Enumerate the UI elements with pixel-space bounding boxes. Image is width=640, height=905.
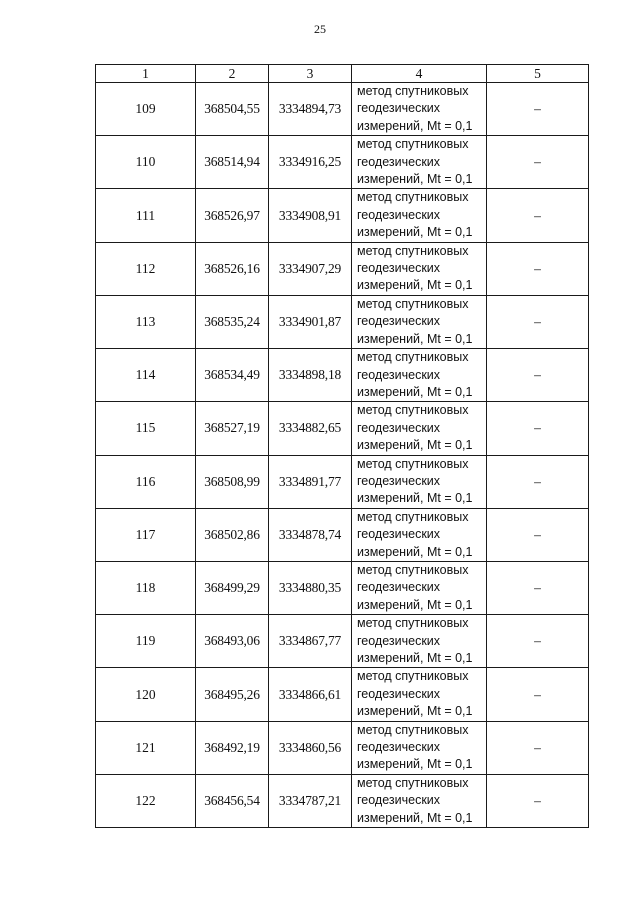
x-coordinate-cell: 368514,94 [196,136,269,189]
y-coordinate-cell: 3334860,56 [269,721,352,774]
table-row [96,83,589,136]
method-cell: метод спутниковых геодезических измерений, Mt = 0,1 [352,774,487,827]
y-coordinate-cell: 3334866,61 [269,668,352,721]
column-header-1: 1 [96,65,196,83]
note-cell: – [487,295,589,348]
note-cell: – [487,721,589,774]
page-number: 25 [314,22,326,36]
table-row [96,242,589,295]
x-coordinate-cell: 368527,19 [196,402,269,455]
point-number-cell: 113 [96,295,196,348]
point-number-cell: 117 [96,508,196,561]
method-cell: метод спутниковых геодезических измерений, Mt = 0,1 [352,508,487,561]
point-number-cell: 111 [96,189,196,242]
method-cell: метод спутниковых геодезических измерений, Mt = 0,1 [352,189,487,242]
x-coordinate-cell: 368535,24 [196,295,269,348]
point-number-cell: 120 [96,668,196,721]
table-row [96,668,589,721]
point-number-cell: 112 [96,242,196,295]
x-coordinate-cell: 368504,55 [196,83,269,136]
note-cell: – [487,242,589,295]
y-coordinate-cell: 3334878,74 [269,508,352,561]
point-number-cell: 119 [96,615,196,668]
table-row [96,349,589,402]
point-number-cell: 114 [96,349,196,402]
x-coordinate-cell: 368456,54 [196,774,269,827]
table-row [96,295,589,348]
table-row [96,455,589,508]
point-number-cell: 110 [96,136,196,189]
method-cell: метод спутниковых геодезических измерений, Mt = 0,1 [352,349,487,402]
x-coordinate-cell: 368534,49 [196,349,269,402]
method-cell: метод спутниковых геодезических измерений, Mt = 0,1 [352,242,487,295]
y-coordinate-cell: 3334907,29 [269,242,352,295]
point-number-cell: 109 [96,83,196,136]
table-row [96,508,589,561]
table-row [96,402,589,455]
note-cell: – [487,774,589,827]
y-coordinate-cell: 3334908,91 [269,189,352,242]
x-coordinate-cell: 368502,86 [196,508,269,561]
column-header-2: 2 [196,65,269,83]
point-number-cell: 115 [96,402,196,455]
method-cell: метод спутниковых геодезических измерений, Mt = 0,1 [352,136,487,189]
column-header-5: 5 [487,65,589,83]
note-cell: – [487,83,589,136]
column-header-4: 4 [352,65,487,83]
y-coordinate-cell: 3334787,21 [269,774,352,827]
column-header-3: 3 [269,65,352,83]
method-cell: метод спутниковых геодезических измерений, Mt = 0,1 [352,455,487,508]
x-coordinate-cell: 368492,19 [196,721,269,774]
table-row [96,561,589,614]
method-cell: метод спутниковых геодезических измерений, Mt = 0,1 [352,721,487,774]
point-number-cell: 122 [96,774,196,827]
point-number-cell: 118 [96,561,196,614]
note-cell: – [487,349,589,402]
point-number-cell: 116 [96,455,196,508]
table-row [96,774,589,827]
y-coordinate-cell: 3334898,18 [269,349,352,402]
table-row [96,615,589,668]
x-coordinate-cell: 368508,99 [196,455,269,508]
y-coordinate-cell: 3334901,87 [269,295,352,348]
x-coordinate-cell: 368526,16 [196,242,269,295]
note-cell: – [487,561,589,614]
x-coordinate-cell: 368499,29 [196,561,269,614]
method-cell: метод спутниковых геодезических измерений, Mt = 0,1 [352,615,487,668]
note-cell: – [487,402,589,455]
method-cell: метод спутниковых геодезических измерений, Mt = 0,1 [352,295,487,348]
y-coordinate-cell: 3334894,73 [269,83,352,136]
x-coordinate-cell: 368495,26 [196,668,269,721]
point-number-cell: 121 [96,721,196,774]
x-coordinate-cell: 368493,06 [196,615,269,668]
coordinates-table [95,64,589,828]
table-row [96,721,589,774]
method-cell: метод спутниковых геодезических измерений, Mt = 0,1 [352,83,487,136]
method-cell: метод спутниковых геодезических измерений, Mt = 0,1 [352,561,487,614]
table-header [96,65,589,83]
header-row [96,65,589,83]
note-cell: – [487,136,589,189]
y-coordinate-cell: 3334891,77 [269,455,352,508]
table-body [96,83,589,828]
method-cell: метод спутниковых геодезических измерений, Mt = 0,1 [352,402,487,455]
method-cell: метод спутниковых геодезических измерений, Mt = 0,1 [352,668,487,721]
note-cell: – [487,508,589,561]
table-row [96,189,589,242]
note-cell: – [487,615,589,668]
note-cell: – [487,189,589,242]
table-row [96,136,589,189]
y-coordinate-cell: 3334916,25 [269,136,352,189]
y-coordinate-cell: 3334867,77 [269,615,352,668]
note-cell: – [487,668,589,721]
note-cell: – [487,455,589,508]
y-coordinate-cell: 3334880,35 [269,561,352,614]
y-coordinate-cell: 3334882,65 [269,402,352,455]
x-coordinate-cell: 368526,97 [196,189,269,242]
